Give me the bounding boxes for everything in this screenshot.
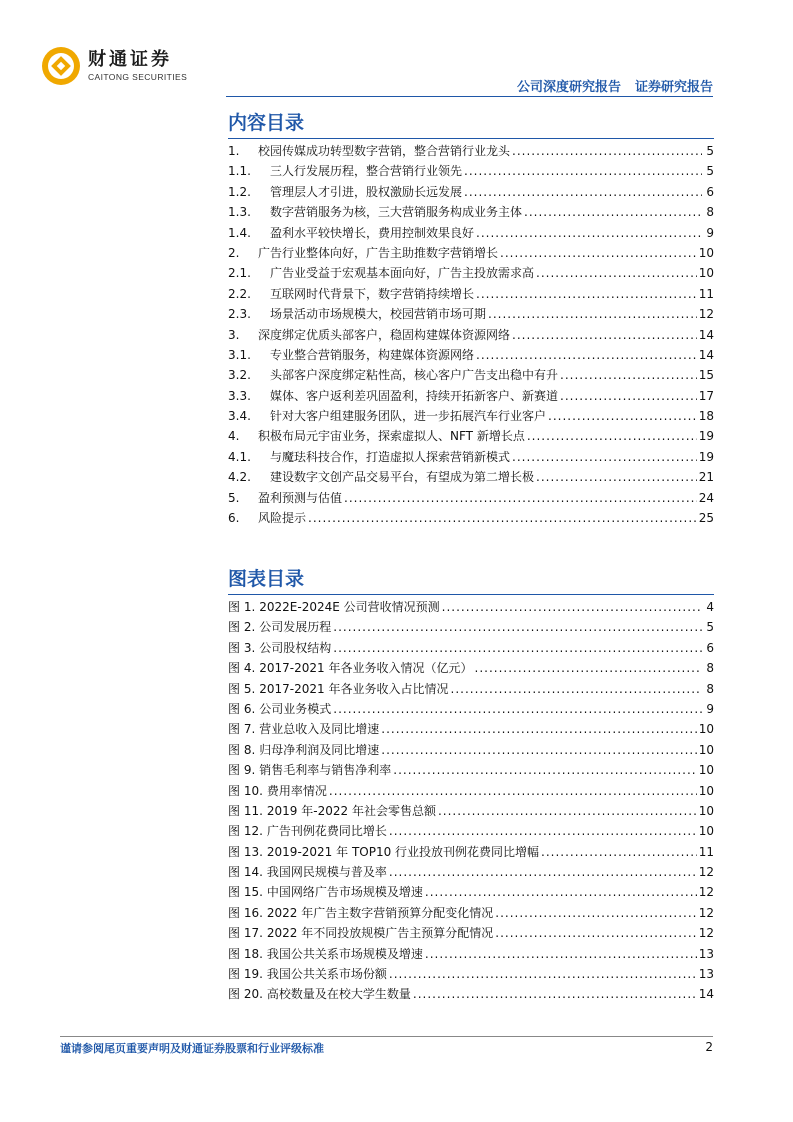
toc-entry-title: 广告行业整体向好，广告主助推数字营销增长 — [258, 245, 499, 260]
toc-entry-number: 1.1. — [228, 164, 251, 179]
figure-entry[interactable] — [228, 822, 714, 842]
toc-entry[interactable] — [228, 203, 714, 223]
figure-entry-title: 2022 年广告主数字营销预算分配变化情况 — [266, 905, 494, 920]
figure-entry-page: 10 — [698, 742, 714, 757]
toc-entry-page: 8 — [706, 205, 714, 220]
toc-entry-title: 建设数字文创产品交易平台，有望成为第二增长极 — [270, 470, 535, 485]
toc-entry[interactable] — [228, 387, 714, 407]
dot-leader — [495, 926, 696, 940]
toc-entry-title: 三人行发展历程，整合营销行业领先 — [270, 164, 463, 179]
dot-leader — [476, 348, 697, 362]
dot-leader — [389, 967, 697, 981]
figure-entry[interactable] — [228, 843, 714, 863]
toc-entry-number: 2.1. — [228, 266, 251, 281]
toc-entry-page: 19 — [698, 429, 714, 444]
figure-entry-title: 广告刊例花费同比增长 — [266, 824, 387, 839]
toc-entry[interactable] — [228, 305, 714, 325]
figure-entry-title: 高校数量及在校大学生数量 — [266, 987, 411, 1002]
figures-section — [228, 564, 714, 1006]
figure-entry-page: 10 — [698, 824, 714, 839]
figure-entry[interactable] — [228, 782, 714, 802]
dot-leader — [442, 600, 702, 614]
figure-entry-title: 2019-2021 年 TOP10 行业投放刊例花费同比增幅 — [266, 844, 540, 859]
figure-entry[interactable] — [228, 945, 714, 965]
figure-entry-page: 8 — [706, 681, 714, 696]
figure-entry-page: 13 — [698, 946, 714, 961]
toc-entry-number: 1.2. — [228, 184, 251, 199]
toc-entry-title: 积极布局元宇宙业务，探索虚拟人、NFT 新增长点 — [258, 429, 525, 444]
figure-entry-number: 图 10. — [228, 783, 263, 798]
dot-leader — [389, 824, 697, 838]
toc-entry-title: 场景活动市场规模大，校园营销市场可期 — [270, 307, 487, 322]
figure-entry-number: 图 2. — [228, 620, 256, 635]
figure-entry[interactable] — [228, 802, 714, 822]
dot-leader — [512, 328, 697, 342]
figure-entry-number: 图 20. — [228, 987, 263, 1002]
dot-leader — [495, 906, 696, 920]
dot-leader — [333, 620, 702, 634]
toc-entry-number: 4.2. — [228, 470, 251, 485]
figure-entry-page: 12 — [698, 885, 714, 900]
toc-entry-title: 数字营销服务为核，三大营销服务构成业务主体 — [270, 205, 523, 220]
contents-section — [228, 108, 714, 529]
figure-entry-number: 图 7. — [228, 722, 256, 737]
toc-entry-title: 风险提示 — [258, 511, 307, 526]
figure-entry-number: 图 12. — [228, 824, 263, 839]
dot-leader — [381, 743, 696, 757]
dot-leader — [464, 164, 702, 178]
dot-leader — [425, 947, 697, 961]
figure-entry[interactable] — [228, 680, 714, 700]
figure-entry-page: 10 — [698, 803, 714, 818]
figure-entry-title: 公司发展历程 — [259, 620, 332, 635]
figures-title: 图表目录 — [228, 568, 305, 590]
figure-entry-number: 图 14. — [228, 865, 263, 880]
dot-leader — [541, 845, 697, 859]
toc-entry[interactable] — [228, 224, 714, 244]
toc-entry-title: 盈利预测与估值 — [258, 490, 343, 505]
toc-entry-number: 3. — [228, 327, 240, 342]
toc-entry[interactable] — [228, 427, 714, 447]
toc-entry[interactable] — [228, 142, 714, 162]
figure-entry-page: 12 — [698, 926, 714, 941]
figure-entry-title: 2017-2021 年各业务收入占比情况 — [259, 681, 449, 696]
toc-entry-title: 媒体、客户返利差巩固盈利，持续开拓新客户、新赛道 — [270, 388, 559, 403]
dot-leader — [536, 266, 697, 280]
figure-entry-page: 11 — [698, 844, 714, 859]
report-type-label: 公司深度研究报告 — [516, 80, 621, 95]
figure-entry[interactable] — [228, 741, 714, 761]
toc-entry-page: 10 — [698, 245, 714, 260]
dot-leader — [536, 470, 697, 484]
toc-entry-title: 管理层人才引进，股权激励长远发展 — [270, 184, 463, 199]
toc-entry-page: 17 — [698, 388, 714, 403]
figure-entry[interactable] — [228, 639, 714, 659]
figure-entry[interactable] — [228, 761, 714, 781]
figure-entry-number: 图 9. — [228, 763, 256, 778]
figure-entry[interactable] — [228, 924, 714, 944]
toc-entry-title: 深度绑定优质头部客户，稳固构建媒体资源网络 — [258, 327, 511, 342]
figure-entry[interactable] — [228, 700, 714, 720]
figure-entry-title: 销售毛利率与销售净利率 — [259, 763, 392, 778]
toc-entry-page: 12 — [698, 307, 714, 322]
dot-leader — [560, 389, 697, 403]
figure-entry-page: 10 — [698, 783, 714, 798]
toc-entry[interactable] — [228, 407, 714, 427]
toc-entry[interactable] — [228, 326, 714, 346]
toc-entry[interactable] — [228, 285, 714, 305]
figure-entry[interactable] — [228, 598, 714, 618]
figure-entry-page: 5 — [706, 620, 714, 635]
figure-entry-title: 2019 年-2022 年社会零售总额 — [266, 803, 436, 818]
toc-entry-title: 头部客户深度绑定粘性高，核心客户广告支出稳中有升 — [270, 368, 559, 383]
figure-entry-page: 8 — [706, 661, 714, 676]
toc-entry[interactable] — [228, 366, 714, 386]
toc-entry[interactable] — [228, 183, 714, 203]
figure-entry-number: 图 4. — [228, 661, 256, 676]
report-category-label: 证券研究报告 — [634, 80, 713, 95]
footer-divider — [60, 1036, 713, 1037]
figure-entry-number: 图 18. — [228, 946, 263, 961]
figures-title-divider — [228, 594, 714, 595]
figure-entry-page: 14 — [698, 987, 714, 1002]
report-header-labels — [517, 76, 713, 95]
figure-entry-title: 营业总收入及同比增速 — [259, 722, 380, 737]
toc-entry-number: 3.1. — [228, 347, 251, 362]
toc-entry-number: 3.2. — [228, 368, 251, 383]
figure-entry-title: 2022 年不同投放规模广告主预算分配情况 — [266, 926, 494, 941]
dot-leader — [381, 722, 696, 736]
dot-leader — [500, 246, 697, 260]
toc-entry-page: 18 — [698, 409, 714, 424]
figure-entry-page: 12 — [698, 905, 714, 920]
toc-entry-title: 与魔珐科技合作，打造虚拟人探索营销新模式 — [270, 449, 511, 464]
figure-entry-number: 图 15. — [228, 885, 263, 900]
dot-leader — [333, 641, 702, 655]
contents-title: 内容目录 — [228, 112, 305, 134]
toc-entry-title: 专业整合营销服务，构建媒体资源网络 — [270, 347, 475, 362]
dot-leader — [560, 368, 697, 382]
toc-entry[interactable] — [228, 244, 714, 264]
toc-entry-title: 互联网时代背景下，数字营销持续增长 — [270, 286, 475, 301]
figure-entry-number: 图 17. — [228, 926, 263, 941]
toc-entry-number: 1.3. — [228, 205, 251, 220]
dot-leader — [344, 491, 697, 505]
logo-english-name: CAITONG SECURITIES — [88, 72, 188, 82]
figure-entry-page: 9 — [706, 701, 714, 716]
toc-entry-number: 2.2. — [228, 286, 251, 301]
dot-leader — [438, 804, 697, 818]
toc-entry-number: 3.4. — [228, 409, 251, 424]
toc-entry-page: 19 — [698, 449, 714, 464]
contents-list — [228, 142, 714, 529]
dot-leader — [512, 450, 697, 464]
figure-entry-page: 6 — [706, 640, 714, 655]
figure-entry-title: 我国公共关系市场份额 — [266, 967, 387, 982]
toc-entry-page: 15 — [698, 368, 714, 383]
toc-entry-page: 10 — [698, 266, 714, 281]
header-divider — [226, 96, 713, 97]
dot-leader — [413, 987, 697, 1001]
toc-entry[interactable] — [228, 162, 714, 182]
toc-entry[interactable] — [228, 448, 714, 468]
figure-entry-number: 图 5. — [228, 681, 256, 696]
figure-entry-title: 我国公共关系市场规模及增速 — [266, 946, 423, 961]
figure-entry[interactable] — [228, 863, 714, 883]
logo-chinese-name: 财通证券 — [88, 49, 172, 70]
figure-entry-title: 我国网民规模与普及率 — [266, 865, 387, 880]
toc-entry-page: 24 — [698, 490, 714, 505]
figure-entry-page: 4 — [706, 600, 714, 614]
dot-leader — [308, 511, 697, 525]
dot-leader — [524, 205, 702, 219]
dot-leader — [475, 661, 703, 675]
figure-entry-title: 2022E-2024E 公司营收情况预测 — [259, 600, 440, 614]
figure-entry-number: 图 16. — [228, 905, 263, 920]
toc-entry-number: 1. — [228, 144, 240, 158]
toc-entry-number: 2. — [228, 245, 240, 260]
toc-entry-page: 6 — [706, 184, 714, 199]
toc-entry-number: 1.4. — [228, 225, 251, 240]
dot-leader — [389, 865, 697, 879]
figure-entry-title: 公司业务模式 — [259, 701, 332, 716]
dot-leader — [464, 185, 702, 199]
dot-leader — [527, 429, 697, 443]
figure-entry-title: 费用率情况 — [266, 783, 327, 798]
figure-entry[interactable] — [228, 985, 714, 1005]
toc-entry-page: 14 — [698, 327, 714, 342]
dot-leader — [488, 307, 697, 321]
toc-entry-title: 盈利水平较快增长，费用控制效果良好 — [270, 225, 475, 240]
dot-leader — [425, 885, 697, 899]
footer-disclaimer: 谨请参阅尾页重要声明及财通证券股票和行业评级标准 — [60, 1042, 324, 1055]
figure-entry-title: 归母净利润及同比增速 — [259, 742, 380, 757]
figure-entry[interactable] — [228, 720, 714, 740]
toc-entry-number: 4.1. — [228, 449, 251, 464]
dot-leader — [451, 682, 703, 696]
dot-leader — [476, 226, 702, 240]
toc-entry-number: 4. — [228, 429, 240, 444]
figure-entry-title: 公司股权结构 — [259, 640, 332, 655]
toc-entry[interactable] — [228, 264, 714, 284]
toc-entry[interactable] — [228, 489, 714, 509]
figure-entry-page: 10 — [698, 763, 714, 778]
toc-entry-page: 21 — [698, 470, 714, 485]
toc-entry-title: 针对大客户组建服务团队，进一步拓展汽车行业客户 — [270, 409, 547, 424]
dot-leader — [329, 784, 697, 798]
caitong-logo-icon — [40, 45, 82, 87]
toc-entry[interactable] — [228, 509, 714, 529]
figure-entry-number: 图 8. — [228, 742, 256, 757]
figure-entry[interactable] — [228, 965, 714, 985]
figure-entry-number: 图 13. — [228, 844, 263, 859]
figure-entry-page: 10 — [698, 722, 714, 737]
toc-entry-page: 25 — [698, 511, 714, 526]
toc-entry-number: 3.3. — [228, 388, 251, 403]
toc-entry-page: 5 — [706, 164, 714, 179]
figure-entry-title: 中国网络广告市场规模及增速 — [266, 885, 423, 900]
figure-entry-number: 图 6. — [228, 701, 256, 716]
toc-entry-number: 5. — [228, 490, 240, 505]
dot-leader — [548, 409, 697, 423]
figure-entry[interactable] — [228, 618, 714, 638]
dot-leader — [512, 144, 702, 158]
toc-entry-page: 14 — [698, 347, 714, 362]
contents-title-divider — [228, 138, 714, 139]
dot-leader — [476, 287, 697, 301]
toc-entry[interactable] — [228, 346, 714, 366]
figure-entry[interactable] — [228, 904, 714, 924]
figure-entry-page: 13 — [698, 967, 714, 982]
toc-entry-title: 校园传媒成功转型数字营销，整合营销行业龙头 — [258, 144, 511, 158]
figure-entry[interactable] — [228, 883, 714, 903]
toc-entry-page: 11 — [698, 286, 714, 301]
toc-entry[interactable] — [228, 468, 714, 488]
dot-leader — [333, 702, 702, 716]
figure-entry-title: 2017-2021 年各业务收入情况（亿元） — [259, 661, 473, 676]
figure-entry-number: 图 3. — [228, 640, 256, 655]
figure-entry-number: 图 11. — [228, 803, 263, 818]
toc-entry-page: 9 — [706, 225, 714, 240]
toc-entry-number: 2.3. — [228, 307, 251, 322]
toc-entry-page: 5 — [706, 144, 714, 158]
page-number: 2 — [705, 1040, 713, 1054]
figure-entry-page: 12 — [698, 865, 714, 880]
toc-entry-title: 广告业受益于宏观基本面向好，广告主投放需求高 — [270, 266, 535, 281]
figure-entry-number: 图 19. — [228, 967, 263, 982]
company-logo — [40, 44, 200, 88]
figure-entry[interactable] — [228, 659, 714, 679]
dot-leader — [393, 763, 696, 777]
figure-entry-number: 图 1. — [228, 600, 256, 614]
toc-entry-number: 6. — [228, 511, 240, 526]
figures-list — [228, 598, 714, 1006]
